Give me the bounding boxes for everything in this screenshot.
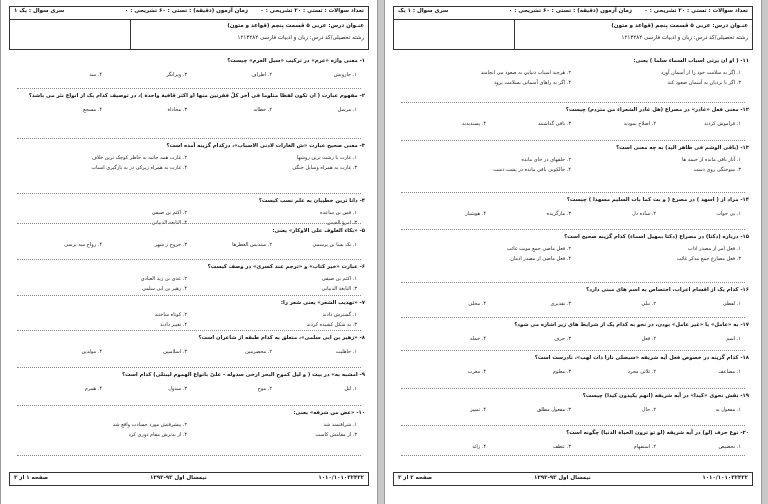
answer-option: ۲. موج [257, 386, 272, 392]
answer-option: ۴. سد [89, 72, 102, 78]
answer-option: ۲. مخضرمین [245, 349, 272, 355]
answer-option: ۱. فعل امر از مصدر اذاب [687, 246, 741, 252]
answer-option: ۲. هرچند اسباب دنیایی به صعود می انجامند [480, 70, 571, 76]
answer-option: ۴. پسندیدند [462, 121, 486, 127]
answer-option: ۴. جمله [469, 336, 486, 342]
question-text: ۲۰- نوع حرف (لو) در آیه شریفه (لو تو ترون الحیاة الدنیا) چگونه است؟ [566, 430, 749, 436]
question-text: ۱۸- کدام گزینه در خصوص فعل آیه شریفه «سیصلی نارا ذات لهب»، نادرست است؟ [534, 355, 749, 361]
question-divider [401, 425, 745, 426]
answer-option: ۱. جاهلیت [335, 349, 357, 355]
answer-option: ۲. کوتاه ساختند [154, 312, 187, 318]
answer-option: ۱. لیل [344, 386, 357, 392]
answer-option: ۱. گسترش دادند [322, 312, 357, 318]
answer-option: ۳. فعل مضارع جمع مذکر غائب [676, 256, 741, 262]
answer-option: ۳. غارت به همراه وسایل جنگی [292, 165, 357, 171]
answer-option: ۳. تقدیری [550, 301, 571, 307]
question-text: ۲- مفهوم عبارت ( ان تکون لفظا متلوما فی آخر کلّ فقرتین منها او اکثر قافیة واحدة )، در توصیف کدام یک از انواع نثر می باشد؟ [28, 93, 365, 99]
question-text: ۱۲- معنی فعل «غادر» در مصراع (هل غادر الشعراء من متردم) چیست؟ [565, 107, 749, 113]
question-text: ۴- دانا ترین خطیبان به علم نسب کیست؟ [258, 198, 365, 204]
question-text: ۱۴- مراد از ( اسهد ) در مصرع ( و بت کما بات السلیم مسهدا ) چیست؟ [566, 197, 749, 203]
page-number: صفحه ۱ از ۳ [14, 475, 49, 481]
answer-option: ۴. همرم [84, 386, 102, 392]
question-divider [17, 138, 361, 139]
question-divider [17, 223, 361, 224]
question-text: ۱۳- (باقی الوشم فی ظاهر الید) به چه معنی است؟ [616, 145, 749, 151]
header-side-box [394, 19, 515, 49]
answer-option: ۱. تحضیض [718, 444, 741, 450]
answer-option: ۲. سندیس العطرها [232, 242, 272, 248]
header-side-box [10, 19, 131, 49]
answer-option: ۱. غارت با زشت ترین روشها [296, 155, 357, 161]
answer-option: ۱. مرسل [337, 107, 357, 113]
exam-header [393, 6, 753, 50]
exam-header [9, 6, 369, 50]
answer-option: ۳. از مقامش کاست [315, 432, 357, 438]
answer-option: ۱. اگر به سلامت خود را از آسمان آورد [661, 70, 741, 76]
answer-option: ۴. مسجع [83, 107, 102, 113]
question-text: ۸- «زهیر بن ابی سلمی»، متعلق به کدام طبقه از شاعران است؟ [198, 335, 365, 341]
answer-option: ۳. معلوم [552, 369, 571, 375]
semester: نیمسال اول ۹۳-۱۳۹۲ [150, 475, 207, 481]
series-label: سری سوال : یک ۱ [14, 8, 65, 14]
field-code: رشته تحصیلی/کد درس: زبان و ادبیات فارسی ۱۲۱۳۲۸۲ [621, 35, 748, 41]
answer-option: ۳. اسلامیین [163, 349, 187, 355]
answer-option: ۲. اطراف [251, 72, 272, 78]
question-text: ۷- «تهذیب الشعر» یعنی شعر را: [280, 300, 365, 306]
answer-option: ۳. مفعول مطلق [537, 407, 571, 413]
answer-option: ۳. سوختگی روی دست [693, 167, 741, 173]
question-divider [401, 102, 745, 103]
question-text: ۱۷- به «عامل» یا «غیر عامل» بودن، در نحو به کدام یک از شرایط های زیر اشاره می شود؟ [514, 322, 749, 328]
answer-option: ۴. تغییر دادند [160, 322, 187, 328]
answer-option: ۱. قس بن ساعده [320, 210, 357, 216]
exam-time: زمان آزمون (دقیقه) : تستی : ۶۰ تشریحی : ۰ [125, 8, 248, 14]
exam-page-1 [0, 0, 378, 504]
semester: نیمسال اول ۹۳-۱۳۹۲ [534, 475, 591, 481]
field-code: رشته تحصیلی/کد درس: زبان و ادبیات فارسی ۱۲۱۳۲۸۲ [237, 35, 364, 41]
question-text: ۱۱- ( او ان یرثی اسباب السماء سلما ) یعنی: [633, 58, 749, 64]
question-divider [401, 317, 745, 318]
exam-code: ۱۰۱۰/۱۰۱۰۳۲۴۳۲ [702, 475, 748, 481]
answer-option: ۴. زهیر بن ابی سلمی [141, 286, 187, 292]
answer-option: ۳. اگر با نردبان به آسمان صعود کند [667, 80, 741, 86]
answer-option: ۴. محلی [468, 301, 486, 307]
question-divider [17, 367, 361, 368]
question-text: ۱۶- کدام یک از اقسام اعراب، اختصاص به اسم های مبنی دارد؟ [586, 287, 749, 293]
answer-option: ۳. باقی گذاشتند [537, 121, 571, 127]
question-divider [401, 140, 745, 141]
subject-title: عنـوان درس: عربی ۵ قسمت پنجم (قواعد و متون) [611, 23, 748, 29]
answer-option: ۴. معرب [467, 369, 486, 375]
answer-option: ۲. اصلاح نمودند [623, 121, 656, 127]
question-count: تعداد سوالات : تستی : ۲۰ تشریحی : ۰ [644, 8, 748, 14]
exam-page-2 [384, 0, 762, 504]
answer-option: ۳. النابغة الذبیانی [321, 286, 357, 292]
page-number: صفحه ۲ از ۳ [398, 475, 433, 481]
question-divider [401, 388, 745, 389]
answer-option: ۲. فعل [641, 336, 656, 342]
answer-option: ۲. استفهام [633, 444, 656, 450]
answer-option: ۴. تمییز [470, 407, 486, 413]
answer-option: ۲. ساده دل [632, 211, 656, 217]
answer-option: ۴. خالکوبی باقی مانده در پشت دست [493, 167, 571, 173]
answer-option: ۴. رواح سه یرسی [64, 242, 102, 248]
answer-option: ۴. مولدین [81, 349, 102, 355]
exam-footer [393, 472, 753, 486]
question-text: ۱۵- درباره (دکتا) در مصراع (دکتا بمهیل اسماء) کدام گزینه صحیح است؟ [564, 234, 749, 240]
answer-option: ۱. بی خواب [716, 211, 741, 217]
question-text: ۹- امشبه به» در بیت ( و لیل کموج البحر ارخی سدوله - علیّ بانواع الهموم لیبتلی) کدام است؟ [122, 372, 365, 378]
answer-option: ۲. حال [641, 407, 656, 413]
answer-option: ۳. سدول [168, 386, 187, 392]
question-text: ۵- «بکاء الغلوف علی الاوکار» یعنی: [272, 228, 365, 234]
question-divider [17, 455, 361, 456]
question-divider [17, 295, 361, 296]
question-count: تعداد سوالات : تستی : ۲۰ تشریحی : ۰ [260, 8, 364, 14]
answer-option: ۲. حلقهای در جای مانده [521, 157, 571, 163]
answer-option: ۲. پیشرفتش مورد حسادت واقع شد [112, 422, 187, 428]
answer-option: ۳. به شکل کشیده کردند [306, 322, 357, 328]
question-text: ۳- معنی صحیح عبارت «ش الغارات لادنی الاسباب»، درکدام گزینه آمده است؟ [166, 143, 365, 149]
answer-option: ۴. از بدترش مقام دوری کرد [128, 432, 187, 438]
answer-option: ۴. اگر به راهای آسمانی بسلامت برود [493, 80, 571, 86]
answer-option: ۱. مفعول به [715, 407, 741, 413]
answer-option: ۳. محاذاة [167, 107, 187, 113]
answer-option: ۱. خاروبش [333, 72, 357, 78]
question-divider [401, 350, 745, 351]
answer-option: ۱. فراموش کردند [704, 121, 741, 127]
answer-option: ۴. زائد [472, 444, 486, 450]
question-divider [401, 282, 745, 283]
answer-option: ۳. عطف [552, 444, 571, 450]
answer-option: ۲. خطابه [253, 107, 272, 113]
answer-option: ۱. آثار باقی مانده از خیمه ها [682, 157, 741, 163]
question-divider [401, 455, 745, 456]
answer-option: ۲. عدی بن زید العبادی [140, 276, 187, 282]
question-text: ۱- معنی واژه «عرم» در ترکیب «سیل العرم» چیست؟ [227, 58, 365, 64]
question-text: ۱۰- «عض من شرفه» یعنی: [293, 410, 365, 416]
answer-option: ۳. امرؤ القیس [326, 220, 357, 226]
question-divider [401, 192, 745, 193]
question-divider [17, 193, 361, 194]
answer-option: ۳. خروج ز شهر [154, 242, 187, 248]
answer-option: ۱. شرافتمند شد [323, 422, 357, 428]
question-divider [17, 405, 361, 406]
question-divider [17, 88, 361, 89]
answer-option: ۲. ثلاثی مجرد [627, 369, 656, 375]
subject-title: عنـوان درس: عربی ۵ قسمت پنجم (قواعد و متون) [227, 23, 364, 29]
answer-option: ۲. فعل ماضی جمع مونث غائب [506, 246, 571, 252]
exam-time: زمان آزمون (دقیقه) : تستی : ۶۰ تشریحی : ۰ [509, 8, 632, 14]
series-label: سری سوال : ۱ یک [398, 8, 449, 14]
answer-option: ۱. لفظی [722, 301, 741, 307]
answer-option: ۳. ویرانگر [166, 72, 187, 78]
answer-option: ۴. النابغة الذبیانی [151, 220, 187, 226]
question-divider [17, 330, 361, 331]
answer-option: ۴. غارت به همراه زیرکی در به بازگیری اسباب [91, 165, 187, 171]
question-divider [17, 259, 361, 260]
answer-option: ۱. اسم [726, 336, 741, 342]
answer-option: ۳. مارگزیده [546, 211, 571, 217]
answer-option: ۱. بک بسا بن یرسمی [312, 242, 357, 248]
question-text: ۱۹- نقش نحوی «کیدا» در آیه شریفه (انهم یکیدون کیدا) چیست؟ [582, 393, 749, 399]
question-text: ۶- عبارت «خیر کتاب» و «ترجم عند کسری» در وصف کیست؟ [207, 264, 365, 270]
answer-option: ۱. مضاعف [718, 369, 741, 375]
answer-option: ۱. اکثم بن صیفی [321, 276, 357, 282]
answer-option: ۲. اکثم بن صیفی [151, 210, 187, 216]
answer-option: ۴. هوشیار [465, 211, 486, 217]
answer-option: ۲. غارت همه جانبه به خاطر کوچک ترین خلاف [91, 155, 187, 161]
exam-footer [9, 472, 369, 486]
answer-option: ۲. تبلی [641, 301, 656, 307]
answer-option: ۳. حرف [554, 336, 571, 342]
answer-option: ۴. فعل ماضی از مصدر اذمان [510, 256, 571, 262]
exam-code: ۱۰۱۰/۱۰۱۰۳۲۴۳۲ [318, 475, 364, 481]
question-divider [401, 229, 745, 230]
